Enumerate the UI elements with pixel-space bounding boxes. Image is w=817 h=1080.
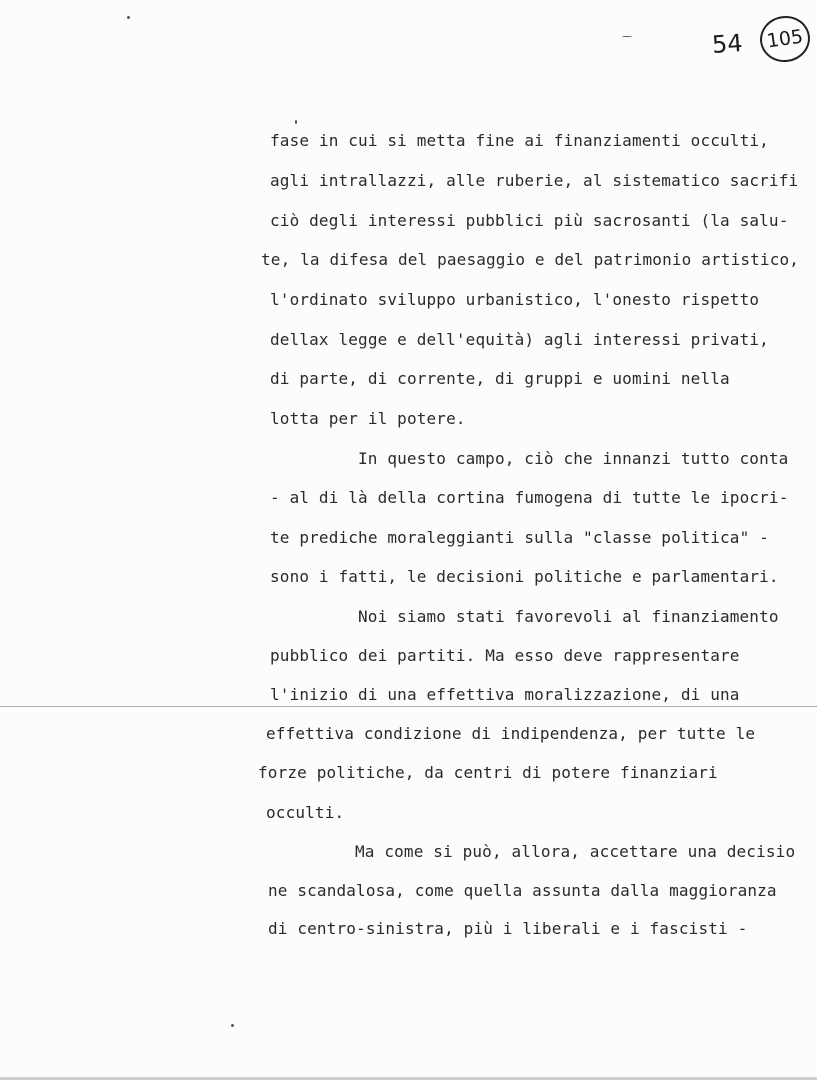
text-line: pubblico dei partiti. Ma esso deve rappresentare — [270, 646, 740, 665]
text-line: ne scandalosa, come quella assunta dalla maggioranza — [268, 881, 777, 900]
text-line: effettiva condizione di indipendenza, per tutte le — [266, 724, 756, 743]
text-line: te prediche moraleggianti sulla "classe politica" - — [270, 528, 769, 547]
text-line: di parte, di corrente, di gruppi e uomini nella — [270, 369, 730, 388]
text-line: sono i fatti, le decisioni politiche e parlamentari. — [270, 567, 779, 586]
text-line: Ma come si può, allora, accettare una decisio — [355, 842, 796, 861]
page-number: 54 — [711, 28, 744, 60]
text-line: - al di là della cortina fumogena di tutte le ipocri- — [270, 488, 789, 507]
text-line: te, la difesa del paesaggio e del patrimonio artistico, — [261, 250, 800, 269]
text-line: fase in cui si metta fine ai finanziamenti occulti, — [270, 131, 769, 150]
text-line: lotta per il potere. — [270, 409, 466, 428]
text-line: dellax legge e dell'equità) agli interessi privati, — [270, 330, 769, 349]
paper-speck — [295, 120, 297, 124]
paper-speck — [127, 16, 130, 19]
text-line: l'inizio di una effettiva moralizzazione, di una — [270, 685, 740, 704]
text-line: di centro-sinistra, più i liberali e i fascisti - — [268, 919, 748, 938]
text-line: Noi siamo stati favorevoli al finanziamento — [358, 607, 779, 626]
archive-number-label: 105 — [765, 25, 805, 53]
text-line: forze politiche, da centri di potere finanziari — [258, 763, 718, 782]
text-line: occulti. — [266, 803, 345, 822]
paper-speck — [622, 36, 632, 37]
text-line: agli intrallazzi, alle ruberie, al sistematico sacrifi — [270, 171, 799, 190]
text-line: ciò degli interessi pubblici più sacrosanti (la salu- — [270, 211, 789, 230]
text-line: In questo campo, ciò che innanzi tutto conta — [358, 449, 789, 468]
paper-speck — [231, 1024, 234, 1027]
text-line: l'ordinato sviluppo urbanistico, l'onesto rispetto — [270, 290, 760, 309]
